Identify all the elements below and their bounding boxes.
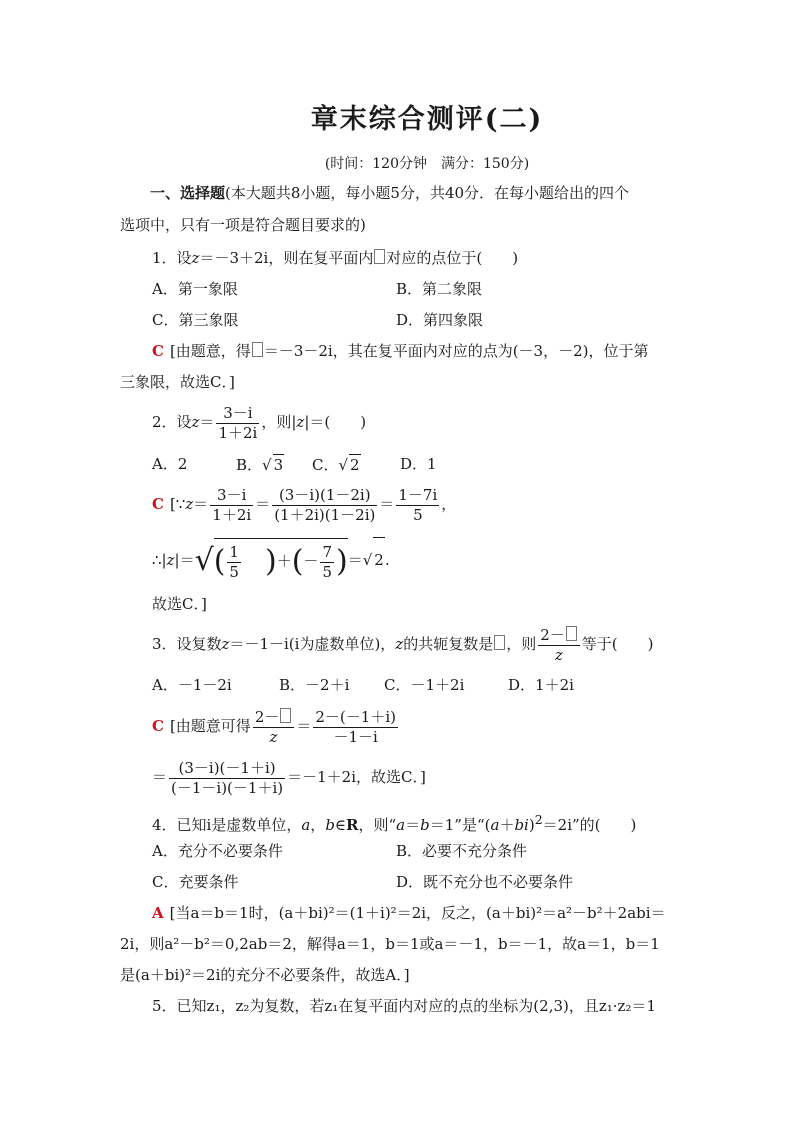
q3-option-c: C．－1＋2i	[384, 676, 465, 694]
q4-option-b: B．必要不充分条件	[396, 842, 528, 860]
exam-info: (时间：120分钟 满分：150分)	[324, 156, 530, 172]
q1-answer: C	[152, 342, 164, 360]
placeholder-glyph	[374, 249, 385, 264]
q4-option-a: A．充分不必要条件	[152, 842, 283, 860]
q1-stem: 1．设z＝－3＋2i，则在复平面内 对应的点位于( )	[152, 249, 519, 267]
q4-answer: A	[152, 904, 164, 922]
q5-stem: 5．已知z₁，z₂为复数，若z₁在复平面内对应的点的坐标为(2,3)，且z₁·z₂＝1	[152, 997, 656, 1015]
q2-option-b: B．√ 3	[236, 456, 284, 474]
placeholder-glyph	[494, 635, 505, 650]
sqrt-expression: √( $\frac{1}{5}$ )＋(－ $\frac{7}{5}$ )	[195, 538, 348, 584]
q3-option-b: B．－2＋i	[279, 676, 350, 694]
q3-option-d: D．1＋2i	[508, 676, 574, 694]
q1-option-c: C．第三象限	[152, 311, 239, 329]
section-label: 一、选择题	[150, 184, 226, 202]
q3-stem: 3．设复数z＝－1－i(i为虚数单位)，z的共轭复数是 ，则 $\frac{2-}{z}$ 等于( )	[152, 625, 654, 664]
q1-solution-line2: 三象限，故选C．]	[120, 373, 235, 391]
placeholder-glyph	[566, 626, 577, 641]
q4-solution: A [当a＝b＝1时，(a＋bi)²＝(1＋i)²＝2i，反之，(a＋bi)²＝a²－b²＋2abi＝	[152, 904, 666, 922]
q4-option-d: D．既不充分也不必要条件	[396, 873, 574, 891]
q4-option-c: C．充要条件	[152, 873, 239, 891]
q2-option-c: C．√ 2	[312, 456, 360, 474]
q4-solution-line2: 2i，则a²－b²＝0,2ab＝2，解得a＝1，b＝1或a＝－1，b＝－1，故a＝1，b＝1	[120, 935, 660, 953]
section-intro-line2: 选项中，只有一项是符合题目要求的)	[120, 216, 366, 234]
placeholder-glyph	[252, 342, 263, 357]
q2-fraction: $\frac{3-i}{1+2i}$	[218, 403, 258, 442]
q3-solution-line2: ＝ $\frac{(3-i)(-1+i)}{(-1-i)(-1+i)}$ ＝－1＋2i，故选C．]	[152, 758, 426, 797]
q2-conclusion: 故选C．]	[152, 595, 207, 613]
q1-option-a: A．第一象限	[152, 280, 238, 298]
q1-option-b: B．第二象限	[396, 280, 483, 298]
q3-answer: C	[152, 717, 164, 735]
q4-stem: 4．已知i是虚数单位，a，b∈R，则“a＝b＝1”是“$(a+bi)^2=2i$”的( )	[152, 812, 637, 834]
q2-solution: C [∵z＝ $\frac{3-i}{1+2i}$ ＝ $\frac{(3-i)(1-2i)}{(1+2i)(1-2i)}$ ＝ $\frac{1-7i}{5}$ ，	[152, 485, 457, 524]
q2-stem: 2．设z＝ $\frac{3-i}{1+2i}$ ，则|z|＝( )	[152, 403, 367, 442]
q2-modulus-line: ∴|z|＝√( $\frac{1}{5}$ )＋(－ $\frac{7}{5}$ )＝√ 2.	[152, 537, 390, 584]
q3-solution: C [由题意可得 $\frac{2-}{z}$ ＝ $\frac{2-(-1+i)}{-1-i}$	[152, 707, 396, 746]
placeholder-glyph	[280, 708, 291, 723]
q1-solution: C [由题意，得 ＝－3－2i，其在复平面内对应的点为(－3，－2)，位于第	[152, 342, 649, 360]
q2-option-a: A．2	[152, 455, 188, 473]
section-intro: (本大题共8小题，每小题5分，共40分．在每小题给出的四个	[225, 184, 630, 202]
q2-option-d: D．1	[400, 455, 437, 473]
q1-option-d: D．第四象限	[396, 311, 484, 329]
section-heading	[150, 183, 629, 203]
page-title: 章末综合测评(二)	[310, 104, 544, 135]
q2-answer: C	[152, 495, 164, 513]
q4-solution-line3: 是(a＋bi)²＝2i的充分不必要条件，故选A．]	[120, 966, 410, 984]
q3-option-a: A．－1－2i	[152, 676, 232, 694]
